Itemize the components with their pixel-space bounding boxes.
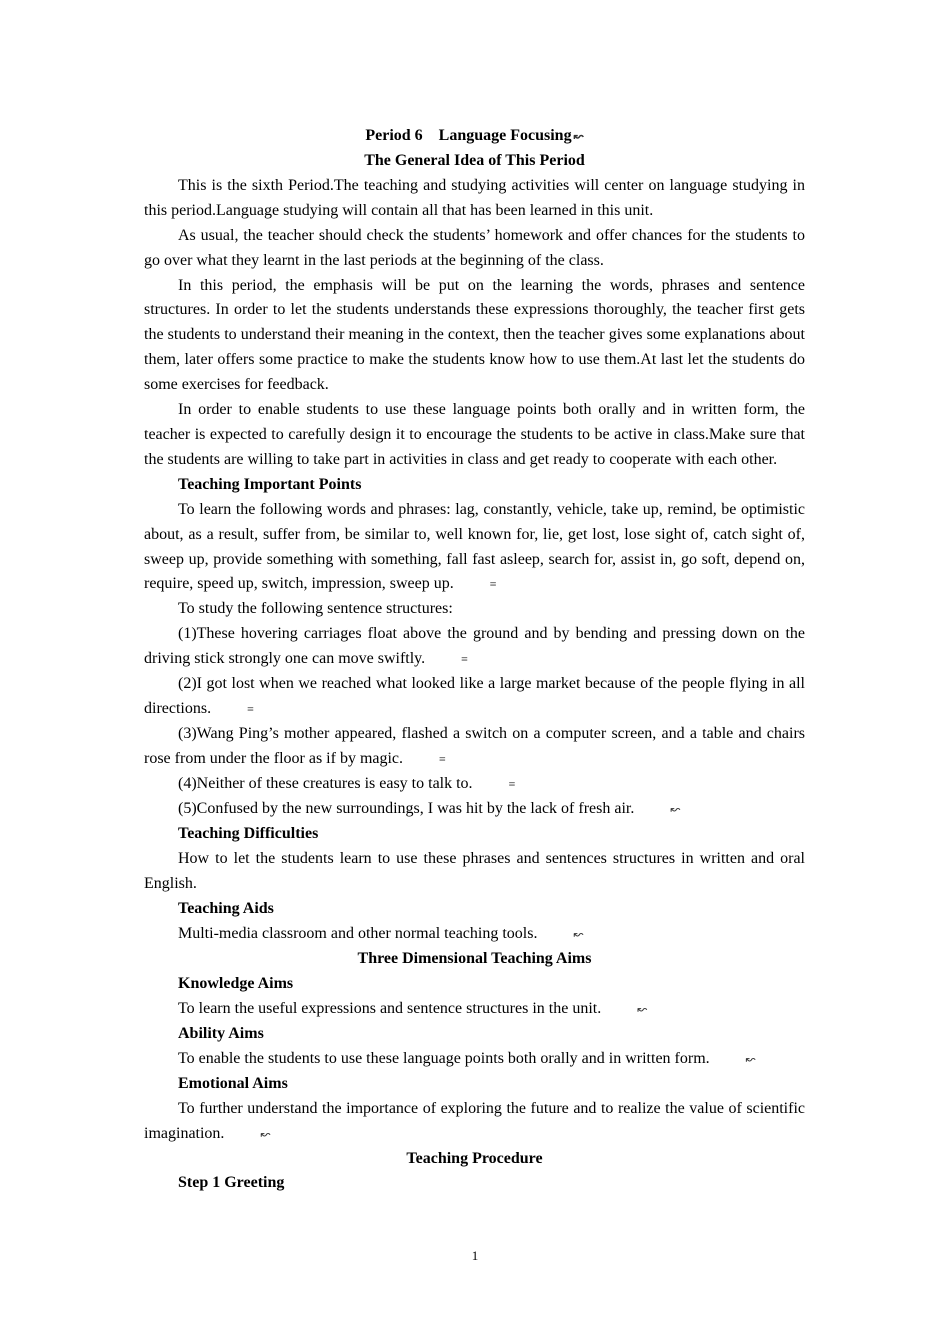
words-paragraph: To learn the following words and phrases: lag, constantly, vehicle, take up, remind, be optimistic about, as a result, suffer from, be similar to, well known for, lie, get lost, lose sight of, catch sight of, sweep up, provide something with something, fall fast asleep, search for, assist in, go soft, depend on, require, speed up, switch, impression, sweep up. ≡	[144, 498, 805, 598]
aids-heading: Teaching Aids	[178, 899, 274, 917]
emotional-aims-text: To further understand the importance of exploring the future and to realize the value of scientific imagination. ↜	[144, 1097, 805, 1147]
aids-text: Multi-media classroom and other normal teaching tools. ↜	[144, 922, 805, 947]
intro-paragraph: As usual, the teacher should check the students’ homework and offer chances for the students to go over what they learnt in the last periods at the beginning of the class.	[144, 226, 805, 269]
aims-heading: Three Dimensional Teaching Aims	[357, 949, 592, 967]
emotional-aims-heading: Emotional Aims	[178, 1074, 288, 1092]
sentence-item: (4)Neither of these creatures is easy to talk to. ≡	[144, 772, 805, 797]
knowledge-aims-heading: Knowledge Aims	[178, 974, 294, 992]
document-title: Period 6 Language Focusing ↜	[144, 124, 805, 149]
important-points-heading: Teaching Important Points	[178, 475, 362, 493]
knowledge-aims-text: To learn the useful expressions and sentence structures in the unit. ↜	[144, 997, 805, 1022]
intro-paragraph: In order to enable students to use these language points both orally and in written form, the teacher is expected to carefully design it to encourage the students to be active in class.Make sure that the students are willing to take part in activities in class and get ready to cooperate with each other.	[144, 401, 805, 468]
mark-icon: ↜	[260, 1126, 271, 1141]
document-subtitle: The General Idea of This Period	[364, 152, 585, 170]
mark-icon: ≡	[489, 577, 497, 592]
mark-icon: ≡	[247, 702, 254, 717]
step-heading: Step 1 Greeting	[178, 1174, 285, 1192]
sentence-item: (2)I got lost when we reached what looked like a large market because of the people flying in all directions. ≡	[144, 672, 805, 722]
page-number: 1	[471, 1248, 479, 1263]
difficulties-text: How to let the students learn to use these phrases and sentences structures in written and oral English.	[144, 850, 805, 893]
procedure-heading: Teaching Procedure	[406, 1149, 543, 1167]
mark-icon: ↜	[670, 802, 681, 817]
mark-icon: ≡	[461, 652, 468, 667]
mark-icon: ≡	[508, 777, 516, 792]
ability-aims-heading: Ability Aims	[178, 1024, 264, 1042]
mark-icon: ↜	[745, 1051, 756, 1066]
intro-paragraph: In this period, the emphasis will be put on the learning the words, phrases and sentence structures. In order to let the students understands these expressions thoroughly, the teacher first gets the students to understand their meaning in the context, then the teacher gives some explanations about them, later offers some practice to make the students know how to use them.At last let the students do some exercises for feedback.	[144, 276, 805, 394]
document-page	[144, 124, 805, 1196]
sentence-item: (1)These hovering carriages float above the ground and by bending and pressing down on the driving stick strongly one can move swiftly. ≡	[144, 622, 805, 672]
sentence-item: (3)Wang Ping’s mother appeared, flashed a switch on a computer screen, and a table and chairs rose from under the floor as if by magic. ≡	[144, 722, 805, 772]
ability-aims-text: To enable the students to use these language points both orally and in written form. ↜	[144, 1047, 805, 1072]
sentence-item: (5)Confused by the new surroundings, I was hit by the lack of fresh air. ↜	[144, 797, 805, 822]
mark-icon: ↜	[573, 926, 584, 941]
mark-icon: ↜	[637, 1001, 648, 1016]
mark-icon: ↜	[573, 129, 584, 143]
difficulties-heading: Teaching Difficulties	[178, 825, 319, 843]
structures-intro: To study the following sentence structures:	[178, 600, 453, 618]
intro-paragraph: This is the sixth Period.The teaching and studying activities will center on language studying in this period.Language studying will contain all that has been learned in this unit.	[144, 176, 805, 219]
mark-icon: ≡	[439, 752, 446, 767]
